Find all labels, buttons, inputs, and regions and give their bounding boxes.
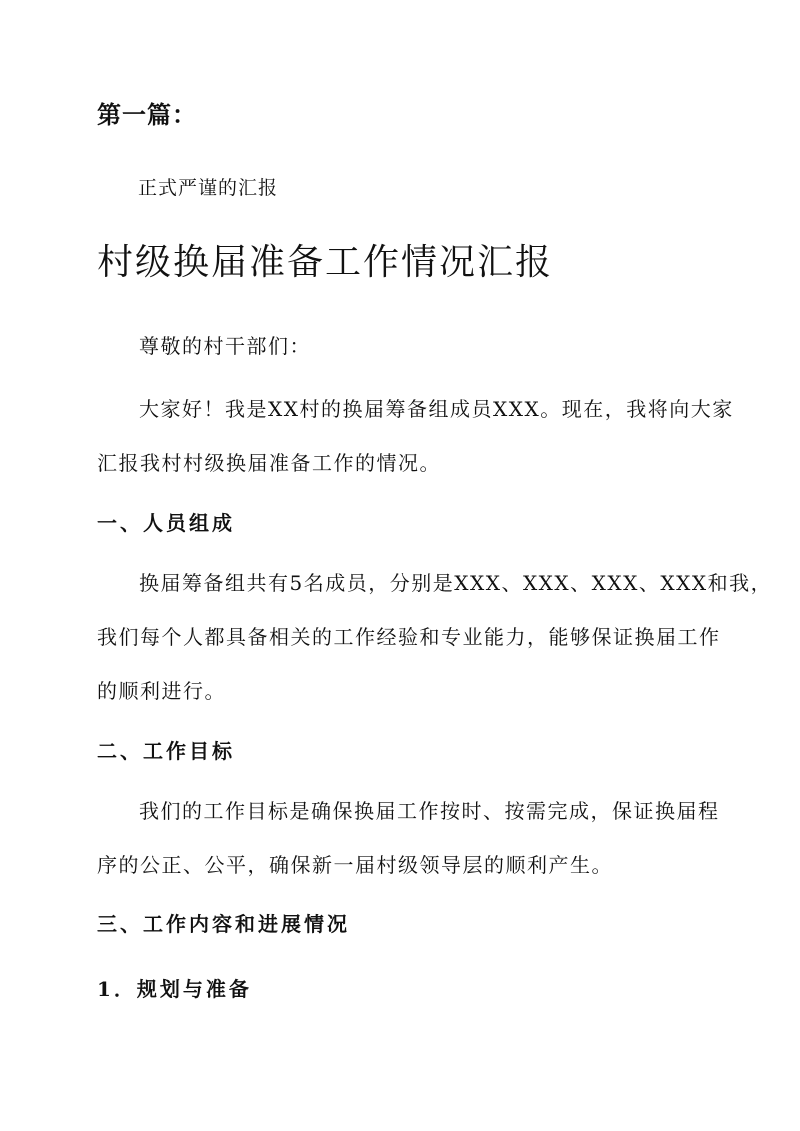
subtitle: 正式严谨的汇报: [138, 177, 279, 199]
section-1-line-2: 我们每个人都具备相关的工作经验和专业能力，能够保证换届工作: [97, 625, 721, 649]
section-2-heading: 二、工作目标: [97, 739, 235, 763]
intro-line-1: 大家好！我是XX村的换届筹备组成员XXX。现在，我将向大家: [139, 397, 734, 421]
section-2-line-2: 序的公正、公平，确保新一届村级领导层的顺利产生。: [97, 853, 613, 877]
intro-line-2: 汇报我村村级换届准备工作的情况。: [97, 451, 441, 475]
greeting-paragraph: [97, 319, 311, 373]
section-1-paragraph: [97, 556, 772, 718]
section-2-line-1: 我们的工作目标是确保换届工作按时、按需完成，保证换届程: [139, 799, 720, 823]
main-title: 村级换届准备工作情况汇报: [97, 242, 554, 283]
section-1-heading: 一、人员组成: [97, 511, 235, 535]
greeting-text: 尊敬的村干部们：: [139, 334, 311, 358]
section-1-line-1: 换届筹备组共有5名成员，分别是XXX、XXX、XXX、XXX和我，: [139, 571, 773, 595]
section-3-heading: 三、工作内容和进展情况: [97, 912, 350, 936]
section-1-line-3: 的顺利进行。: [97, 679, 226, 703]
subsection-1-heading: 1．规划与准备: [97, 977, 252, 1001]
section-2-paragraph: [97, 784, 720, 892]
intro-paragraph: [97, 382, 734, 490]
part-title: 第一篇：: [97, 100, 197, 129]
